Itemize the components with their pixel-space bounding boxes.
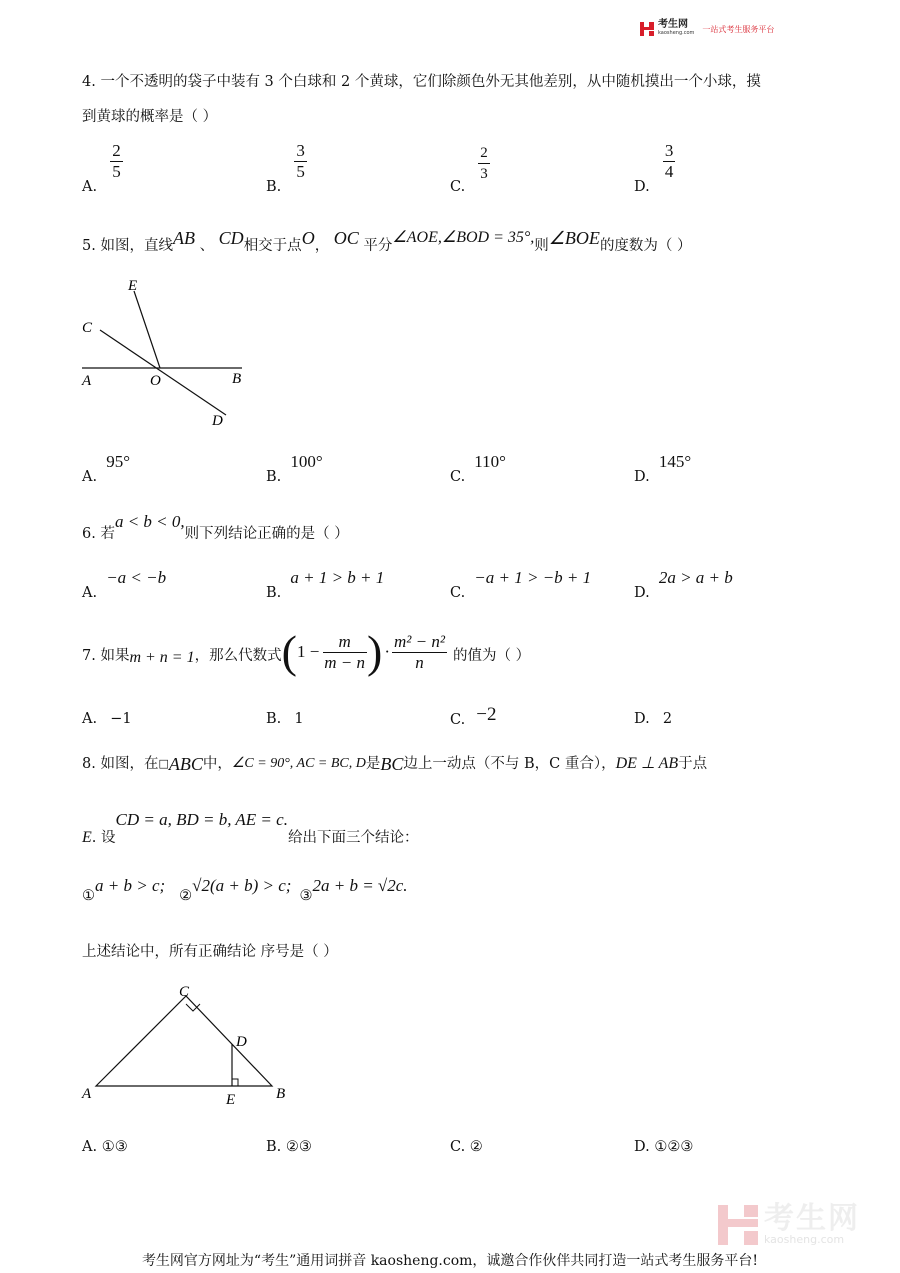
q7-option-c: C. −2 xyxy=(450,704,497,728)
q8-ask: 上述结论中，所有正确结论 序号是（ ） xyxy=(82,944,338,960)
label-a: A xyxy=(82,373,92,389)
label-a: A xyxy=(82,1086,92,1102)
q4-option-b: B. $\frac{3}{5}$ xyxy=(266,141,305,195)
q8-option-c: C. ② xyxy=(450,1139,483,1155)
right-angle-e xyxy=(232,1079,238,1086)
q7-option-b: B. 1 xyxy=(266,711,304,727)
watermark-brand: 考生网 xyxy=(764,1201,860,1236)
logo-icon xyxy=(640,22,654,36)
q5-option-d: D. 145° xyxy=(634,452,692,485)
watermark-sub: kaosheng.com xyxy=(764,1233,845,1246)
q8-stem-line1: 8. 如图，在 □ ABC 中， ∠C = 90°, AC = BC, D 是 BC 边上一动点（不与 B，C 重合）， DE ⊥ AB 于点 xyxy=(82,754,708,774)
label-o: O xyxy=(150,373,161,389)
label-c: C xyxy=(82,320,93,336)
watermark-icon xyxy=(718,1205,758,1245)
q6-option-c: C. −a + 1 > −b + 1 xyxy=(450,568,592,601)
header-slogan: 一站式考生服务平台 xyxy=(702,24,775,34)
q4-line1: 4. 一个不透明的袋子中装有 3 个白球和 2 个黄球，它们除颜色外无其他差别，从中随机摸出一个小球，摸 xyxy=(82,74,761,90)
q7-stem: 7. 如果 m + n = 1 ，那么代数式 ( 1 − $\frac{m}{m - n}$ ) · $\frac{\text{m² − n²}}{n}$ 的值为（ ） xyxy=(82,626,531,677)
q5-figure xyxy=(76,272,256,432)
q7-expression: ( 1 − $\frac{m}{m - n}$ ) · $\frac{\text{m² − n²}}{n}$ xyxy=(281,626,445,677)
q6-stem: 6. 若 a < b < 0, 则下列结论正确的是（ ） xyxy=(82,512,349,542)
q5-option-a: A. 95° xyxy=(82,452,130,485)
q8-stem-line2: E . 设 CD = a, BD = b, AE = c. 给出下面三个结论： xyxy=(82,810,419,846)
label-e: E xyxy=(128,278,138,294)
q7-option-d: D. 2 xyxy=(634,711,673,727)
q6-option-d: D. 2a > a + b xyxy=(634,568,733,601)
label-b: B xyxy=(232,371,242,387)
label-d: D xyxy=(236,1034,247,1050)
q4-option-d: D. $\frac{3}{4}$ xyxy=(634,141,674,195)
q8-figure xyxy=(76,980,296,1110)
q5-stem: 5. 如图，直线 AB 、 CD 相交于点 O ， OC 平分 ∠AOE,∠BOD = 35°, 则 ∠BOE 的度数为（ ） xyxy=(82,228,692,254)
header-logo xyxy=(640,20,774,38)
q8-option-d: D. ①②③ xyxy=(634,1139,694,1155)
q6-option-b: B. a + 1 > b + 1 xyxy=(266,568,385,601)
label-d: D xyxy=(212,413,223,429)
ray-oe xyxy=(134,291,160,368)
q4-option-c: C. $\frac{2}{3}$ xyxy=(450,145,488,195)
q4-option-a: A. $\frac{2}{5}$ xyxy=(82,141,121,195)
header-brand: 考生网 xyxy=(658,19,688,30)
q4-line2: 到黄球的概率是（ ） xyxy=(82,109,218,125)
q7-option-a: A. −1 xyxy=(82,711,132,727)
q8-option-a: A. ①③ xyxy=(82,1139,128,1155)
footer-text: 考生网官方网址为“考生”通用词拼音 kaosheng.com，诚邀合作伙伴共同打造一站式考生服务平台! xyxy=(141,1253,759,1269)
label-c: C xyxy=(179,984,190,1000)
line-cd xyxy=(100,330,226,415)
label-e: E xyxy=(226,1092,236,1108)
watermark-logo xyxy=(718,1201,860,1246)
q8-conclusions: ① a + b > c; ② √2(a + b) > c; ③ 2a + b = √2c. xyxy=(82,876,408,904)
q5-option-c: C. 110° xyxy=(450,452,506,485)
right-angle-c xyxy=(186,1004,200,1011)
q5-option-b: B. 100° xyxy=(266,452,323,485)
label-b: B xyxy=(276,1086,286,1102)
q6-option-a: A. −a < −b xyxy=(82,568,167,601)
header-brand-sub: kaosheng.com xyxy=(658,30,695,36)
q8-option-b: B. ②③ xyxy=(266,1139,312,1155)
